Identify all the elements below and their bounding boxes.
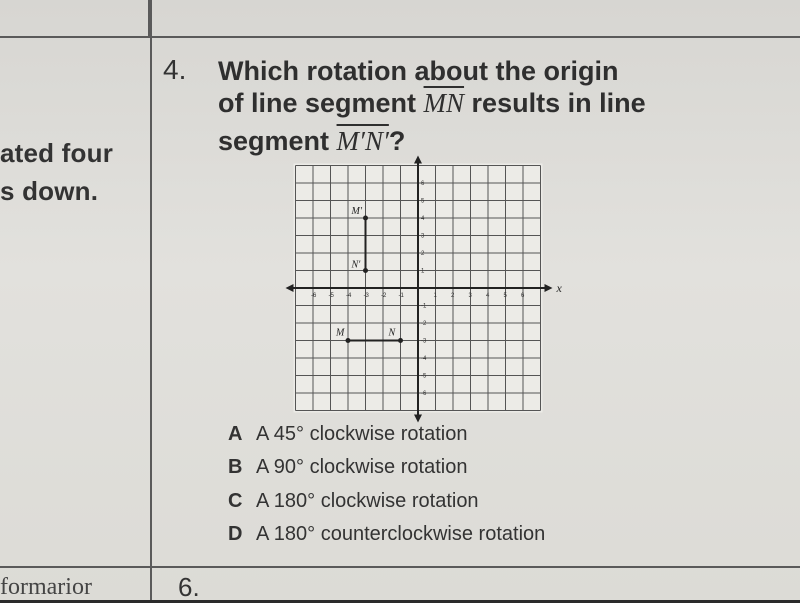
choice-letter: B — [228, 456, 243, 478]
y-axis-arrow-down — [414, 415, 422, 423]
segment-mn: $\overline{MN}$ — [423, 88, 465, 118]
x-tick-label: -3 — [363, 293, 369, 299]
y-tick-label: 2 — [421, 251, 425, 257]
answer-choice-d[interactable] — [228, 523, 545, 546]
point-nprime — [363, 268, 368, 273]
segment-mprime-nprime: M′N′ — [336, 126, 389, 156]
question-line-1: Which rotation about the origin — [218, 56, 619, 86]
table-column-divider-top — [148, 0, 150, 36]
choice-letter: D — [228, 523, 243, 545]
point-nprime-label: N′ — [351, 259, 361, 271]
question-line-3: segment M′N′? — [218, 126, 406, 156]
x-tick-label: 4 — [486, 293, 490, 299]
table-column-divider — [150, 0, 152, 600]
question-number: 4. — [163, 54, 187, 85]
coordinate-plane — [290, 165, 560, 405]
table-rule-bottom — [0, 566, 800, 568]
x-axis-arrow-left — [286, 284, 294, 292]
x-tick-label: 1 — [433, 293, 437, 299]
x-tick-label: -2 — [381, 293, 387, 299]
answer-choice-b[interactable] — [228, 456, 467, 479]
choice-text: A 45° clockwise rotation — [256, 423, 468, 445]
y-tick-label: -6 — [421, 391, 427, 397]
table-rule-top — [0, 36, 800, 38]
y-tick-label: 1 — [421, 268, 425, 275]
x-tick-label: -6 — [311, 293, 317, 299]
y-tick-label: -1 — [421, 303, 427, 310]
x-tick-label: 3 — [468, 293, 472, 299]
x-tick-label: 6 — [521, 293, 525, 299]
coordinate-grid — [290, 165, 560, 405]
y-tick-label: 6 — [421, 181, 425, 187]
x-tick-label: -4 — [346, 293, 352, 299]
choice-letter: A — [228, 423, 243, 445]
y-tick-label: -4 — [421, 356, 427, 362]
x-axis-label: x — [556, 281, 562, 295]
left-column-bottom-text: formarior — [0, 574, 92, 600]
x-tick-label: 2 — [451, 293, 455, 299]
choice-text: A 90° clockwise rotation — [256, 456, 468, 478]
point-n — [398, 338, 403, 343]
left-column-text-1: ated four — [0, 138, 114, 168]
answer-choice-c[interactable] — [228, 490, 479, 513]
left-column-text-2: s down. — [0, 176, 99, 206]
y-axis-arrow-up — [414, 156, 422, 164]
y-tick-label: -2 — [421, 321, 427, 327]
choice-letter: C — [228, 490, 243, 512]
y-tick-label: -5 — [421, 373, 427, 380]
next-question-number: 6. — [178, 572, 200, 602]
point-n-label: N — [388, 327, 396, 339]
y-tick-label: 5 — [421, 198, 425, 205]
question-line-2: of line segment $\overline{MN}$ results in line — [218, 88, 646, 118]
x-tick-label: 5 — [503, 293, 507, 299]
choice-text: A 180° counterclockwise rotation — [256, 523, 546, 545]
point-mprime — [363, 216, 368, 221]
point-m — [346, 338, 351, 343]
y-tick-label: 4 — [421, 216, 425, 222]
point-m-label: M — [336, 327, 345, 339]
x-tick-label: -1 — [398, 293, 404, 299]
choice-text: A 180° clockwise rotation — [256, 490, 479, 512]
point-mprime-label: M′ — [351, 206, 363, 217]
y-tick-label: -3 — [421, 338, 427, 345]
x-axis-arrow-right — [545, 284, 553, 292]
answer-choice-a[interactable] — [228, 423, 467, 446]
x-tick-label: -5 — [328, 293, 334, 299]
y-tick-label: 3 — [421, 233, 425, 240]
